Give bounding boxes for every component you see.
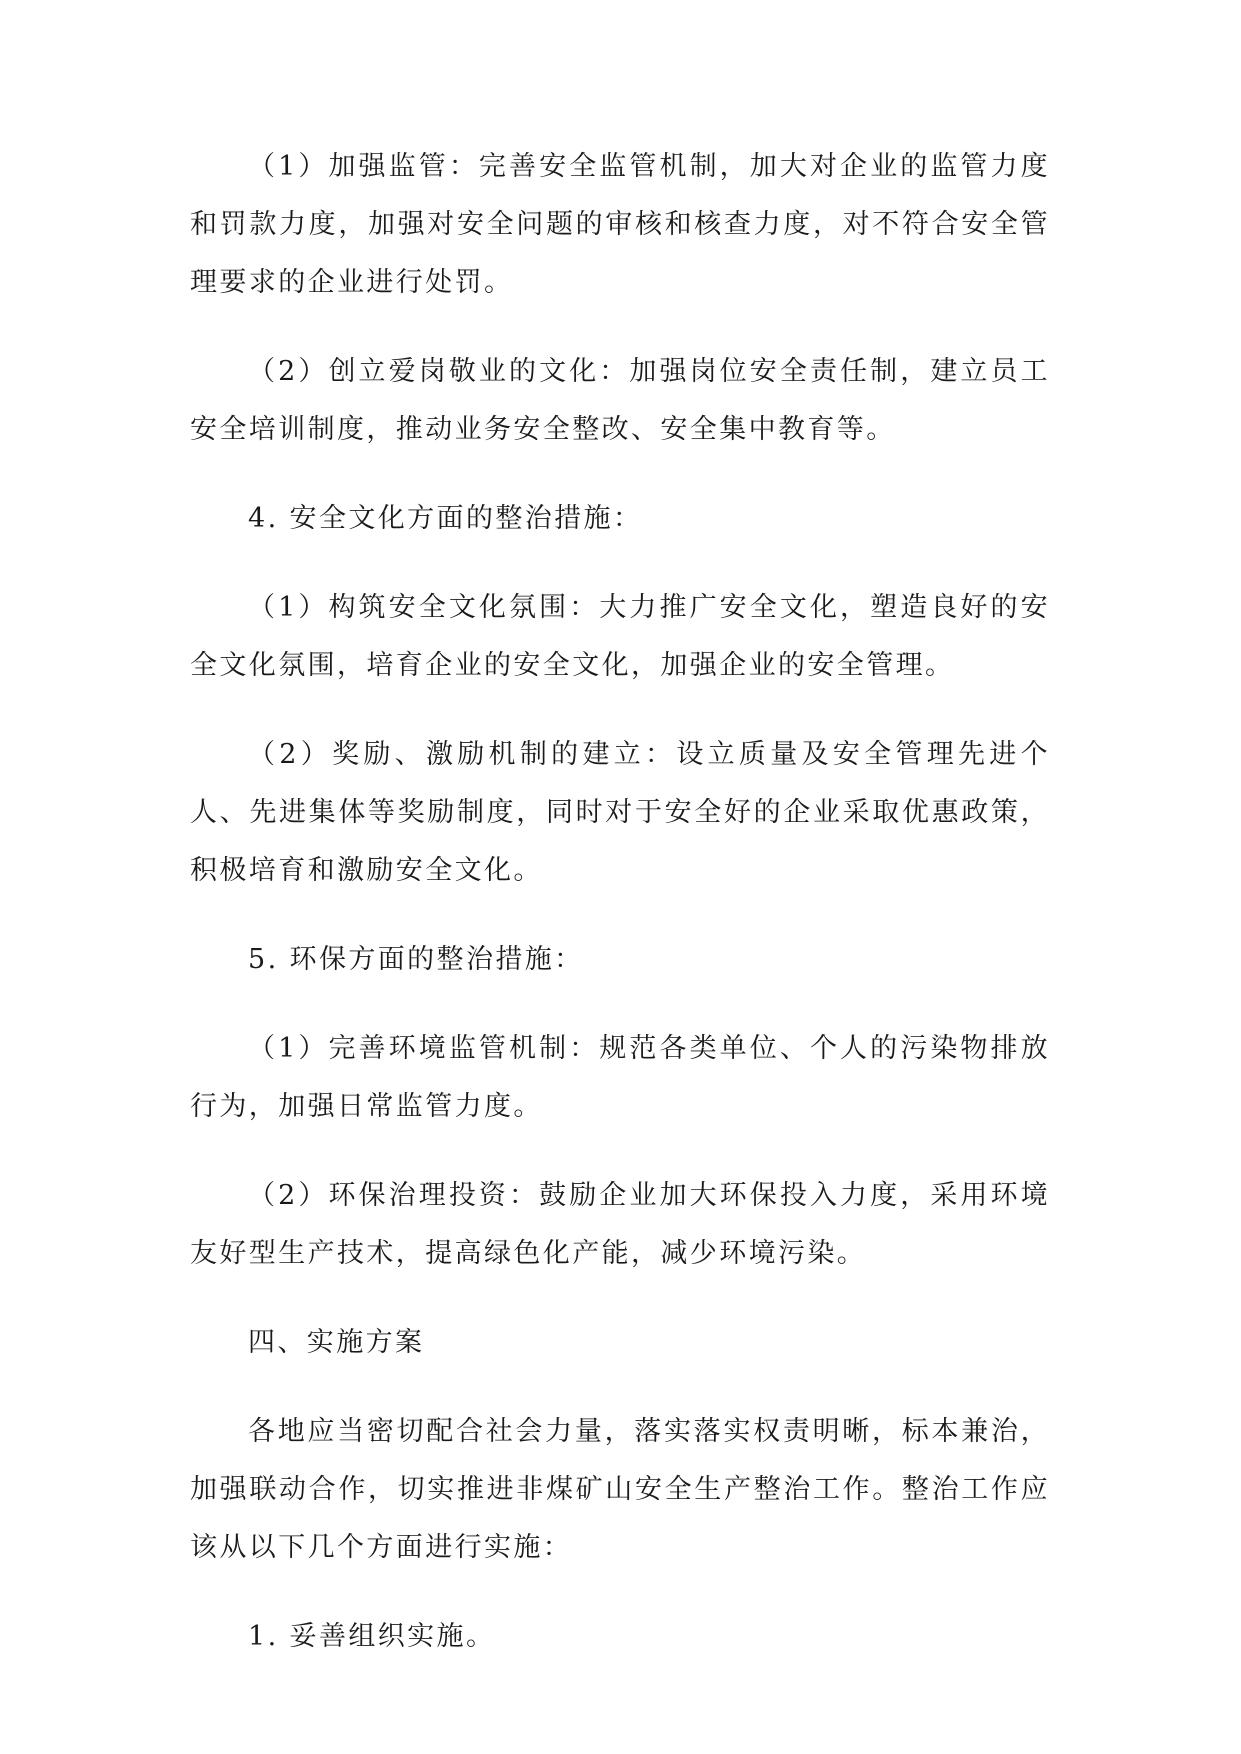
heading-organize-implementation: 1. 妥善组织实施。: [248, 1621, 496, 1652]
document-body: [190, 138, 1050, 1697]
paragraph-implementation-intro: 各地应当密切配合社会力量，落实落实权责明晰，标本兼治，加强联动合作，切实推进非煤矿山安全生产整治工作。整治工作应该从以下几个方面进行实施：: [190, 1416, 1050, 1563]
paragraph-environmental-investment: （2）环保治理投资：鼓励企业加大环保投入力度，采用环境友好型生产技术，提高绿色化产能，减少环境污染。: [190, 1180, 1050, 1269]
paragraph-safety-culture-atmosphere: （1）构筑安全文化氛围：大力推广安全文化，塑造良好的安全文化氛围，培育企业的安全文化，加强企业的安全管理。: [190, 592, 1050, 681]
paragraph-dedication-culture: （2）创立爱岗敬业的文化：加强岗位安全责任制，建立员工安全培训制度，推动业务安全整改、安全集中教育等。: [190, 356, 1050, 445]
heading-safety-culture-measures: 4. 安全文化方面的整治措施：: [248, 503, 643, 534]
heading-implementation-plan: 四、实施方案: [248, 1327, 425, 1358]
paragraph-environmental-supervision: （1）完善环境监管机制：规范各类单位、个人的污染物排放行为，加强日常监管力度。: [190, 1033, 1050, 1122]
heading-environmental-measures: 5. 环保方面的整治措施：: [248, 944, 584, 975]
paragraph-incentive-mechanism: （2）奖励、激励机制的建立：设立质量及安全管理先进个人、先进集体等奖励制度，同时对于安全好的企业采取优惠政策，积极培育和激励安全文化。: [190, 739, 1050, 886]
paragraph-supervision: （1）加强监管：完善安全监管机制，加大对企业的监管力度和罚款力度，加强对安全问题的审核和核查力度，对不符合安全管理要求的企业进行处罚。: [190, 151, 1050, 298]
